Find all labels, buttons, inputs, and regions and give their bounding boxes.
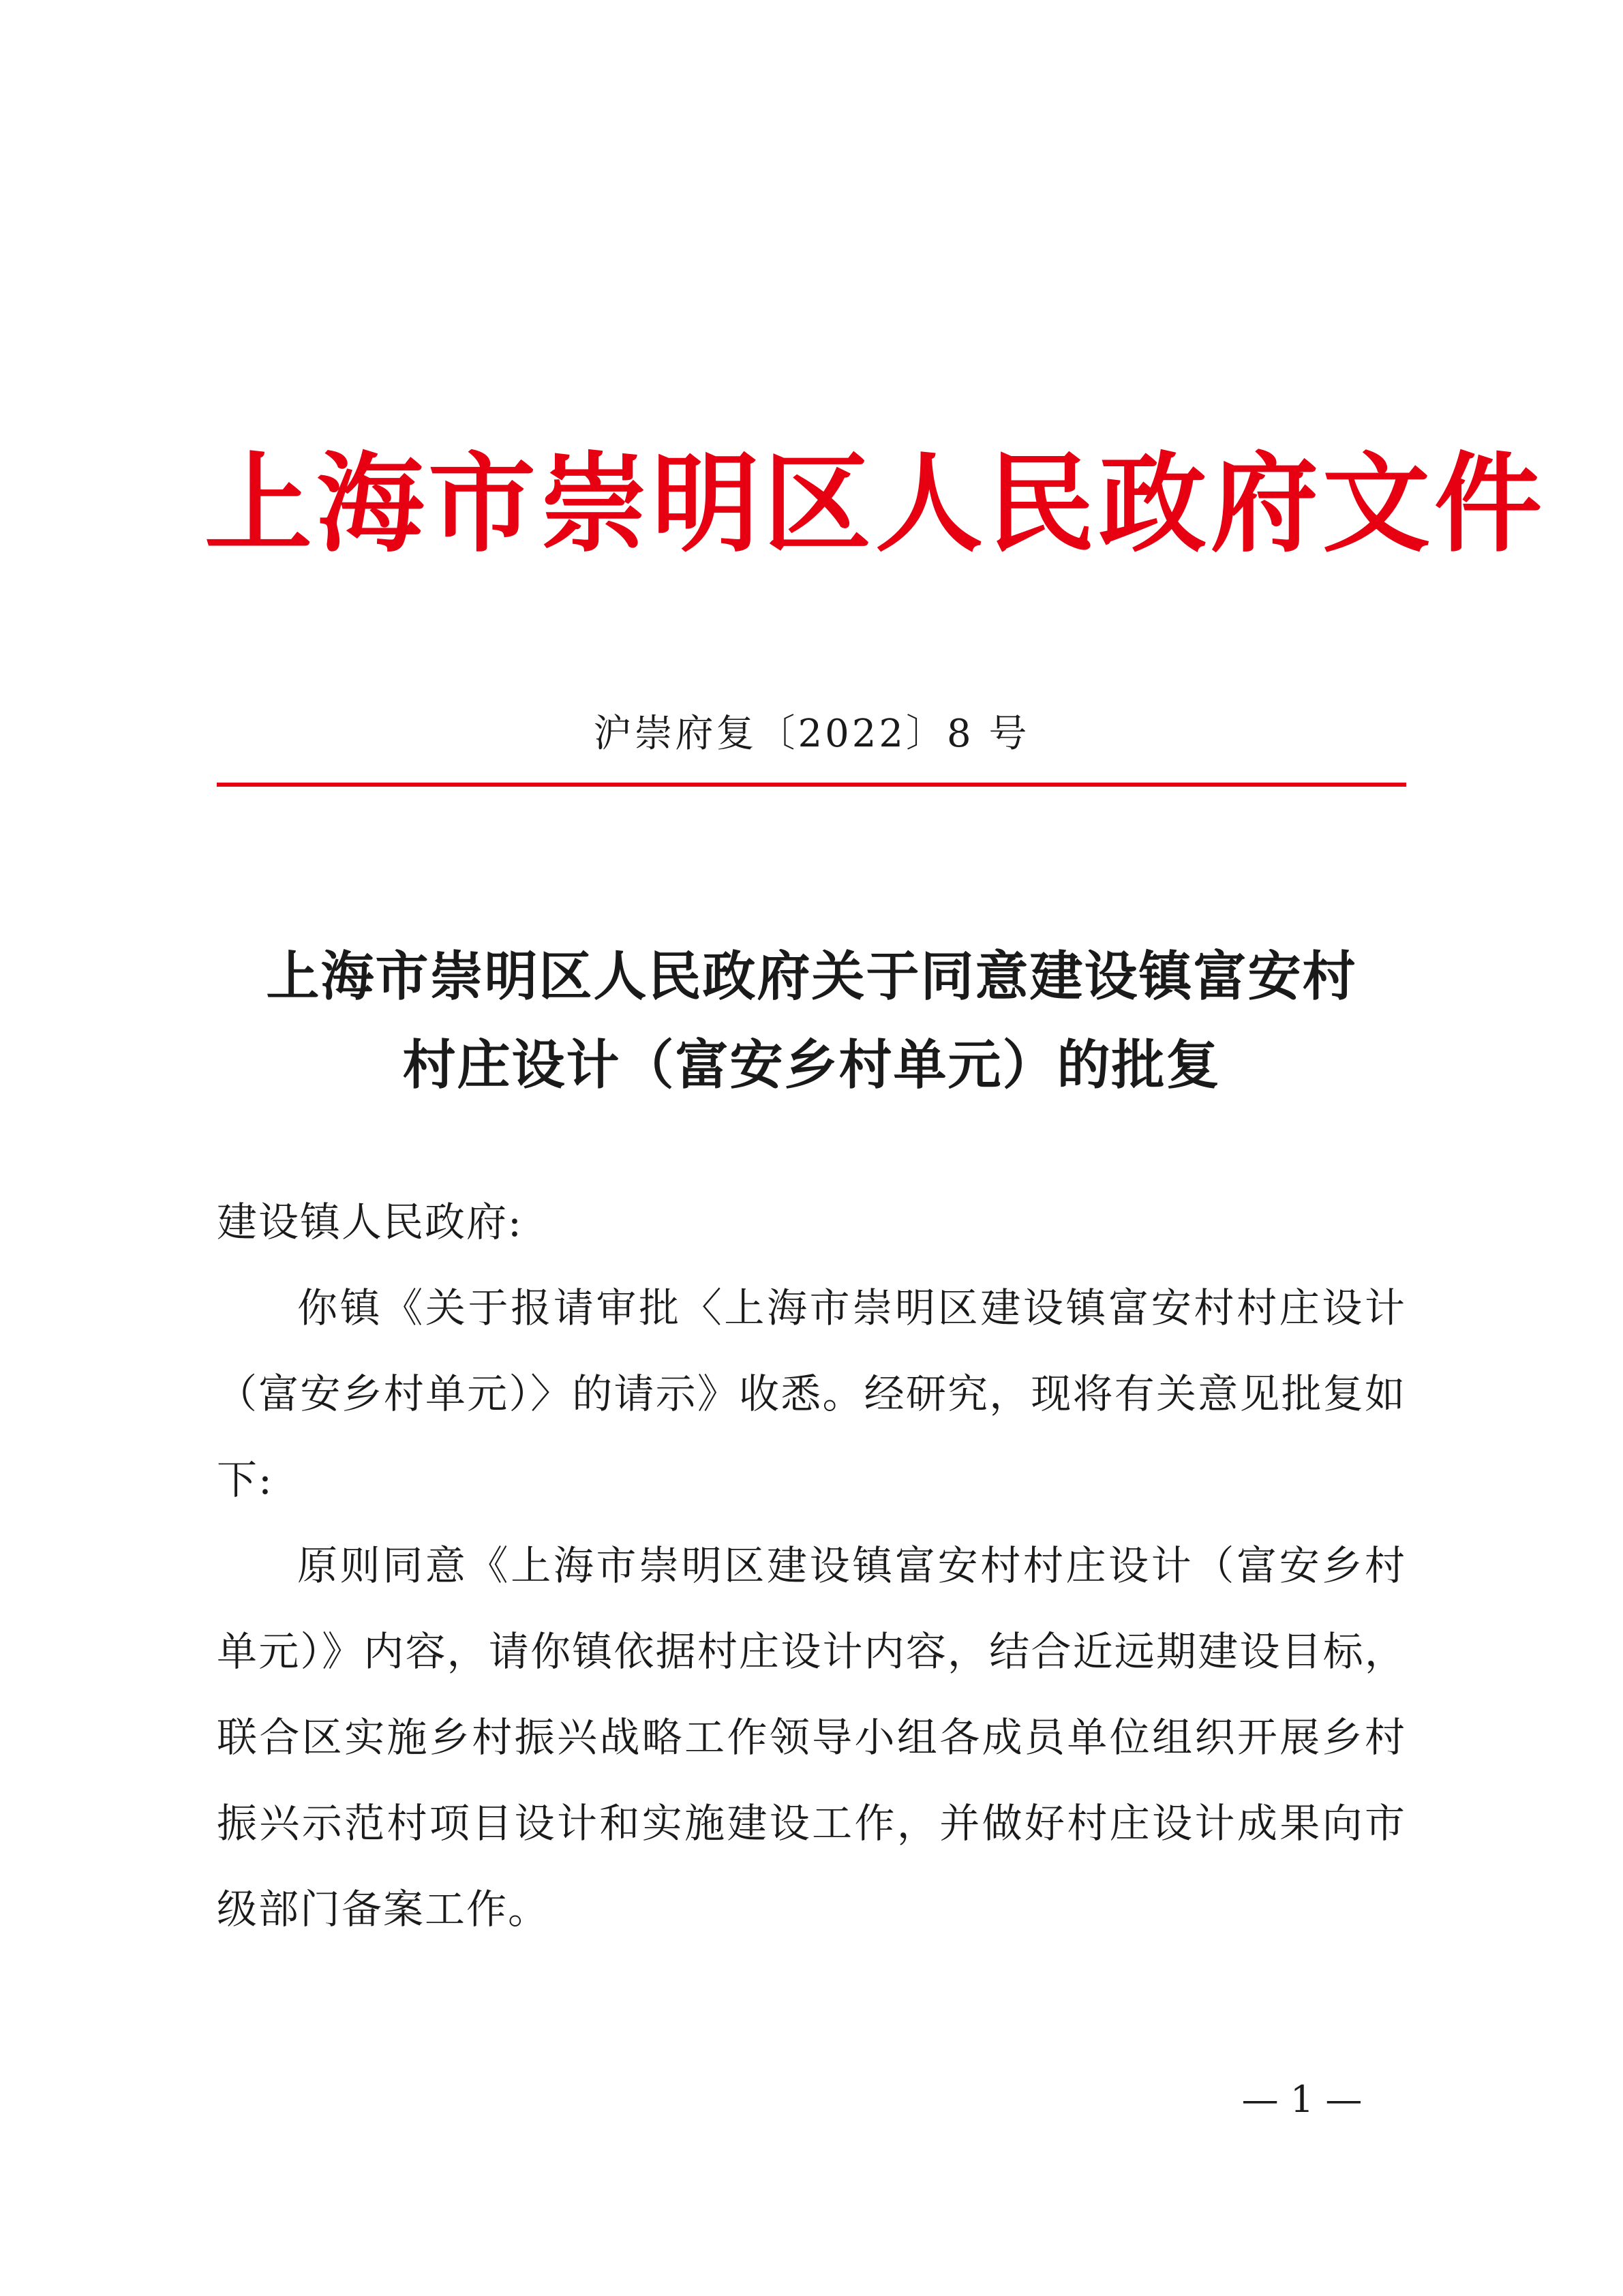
body-paragraph-2: 原则同意《上海市崇明区建设镇富安村村庄设计（富安乡村单元）》内容，请你镇依据村庄设计内容，结合近远期建设目标，联合区实施乡村振兴战略工作领导小组各成员单位组织开展乡村振兴示范村项目设计和实施建设工作，并做好村庄设计成果向市级部门备案工作。: [217, 1542, 1406, 1933]
page-number: — 1 —: [1241, 2078, 1363, 2121]
document-title-line-2: 村庄设计（富安乡村单元）的批复: [402, 1034, 1221, 1096]
document-number: 沪崇府复〔2022〕8 号: [593, 712, 1030, 756]
salutation: 建设镇人民政府:: [217, 1198, 523, 1245]
document-masthead: 上海市崇明区人民政府文件: [204, 441, 1546, 567]
document-body: [217, 1179, 1406, 1952]
document-title-line-1: 上海市崇明区人民政府关于同意建设镇富安村: [266, 946, 1357, 1008]
red-divider-line: [217, 783, 1406, 787]
body-paragraph-1: 你镇《关于报请审批〈上海市崇明区建设镇富安村村庄设计（富安乡村单元）〉的请示》收悉。经研究，现将有关意见批复如下:: [217, 1284, 1406, 1503]
document-title: [204, 933, 1419, 1110]
